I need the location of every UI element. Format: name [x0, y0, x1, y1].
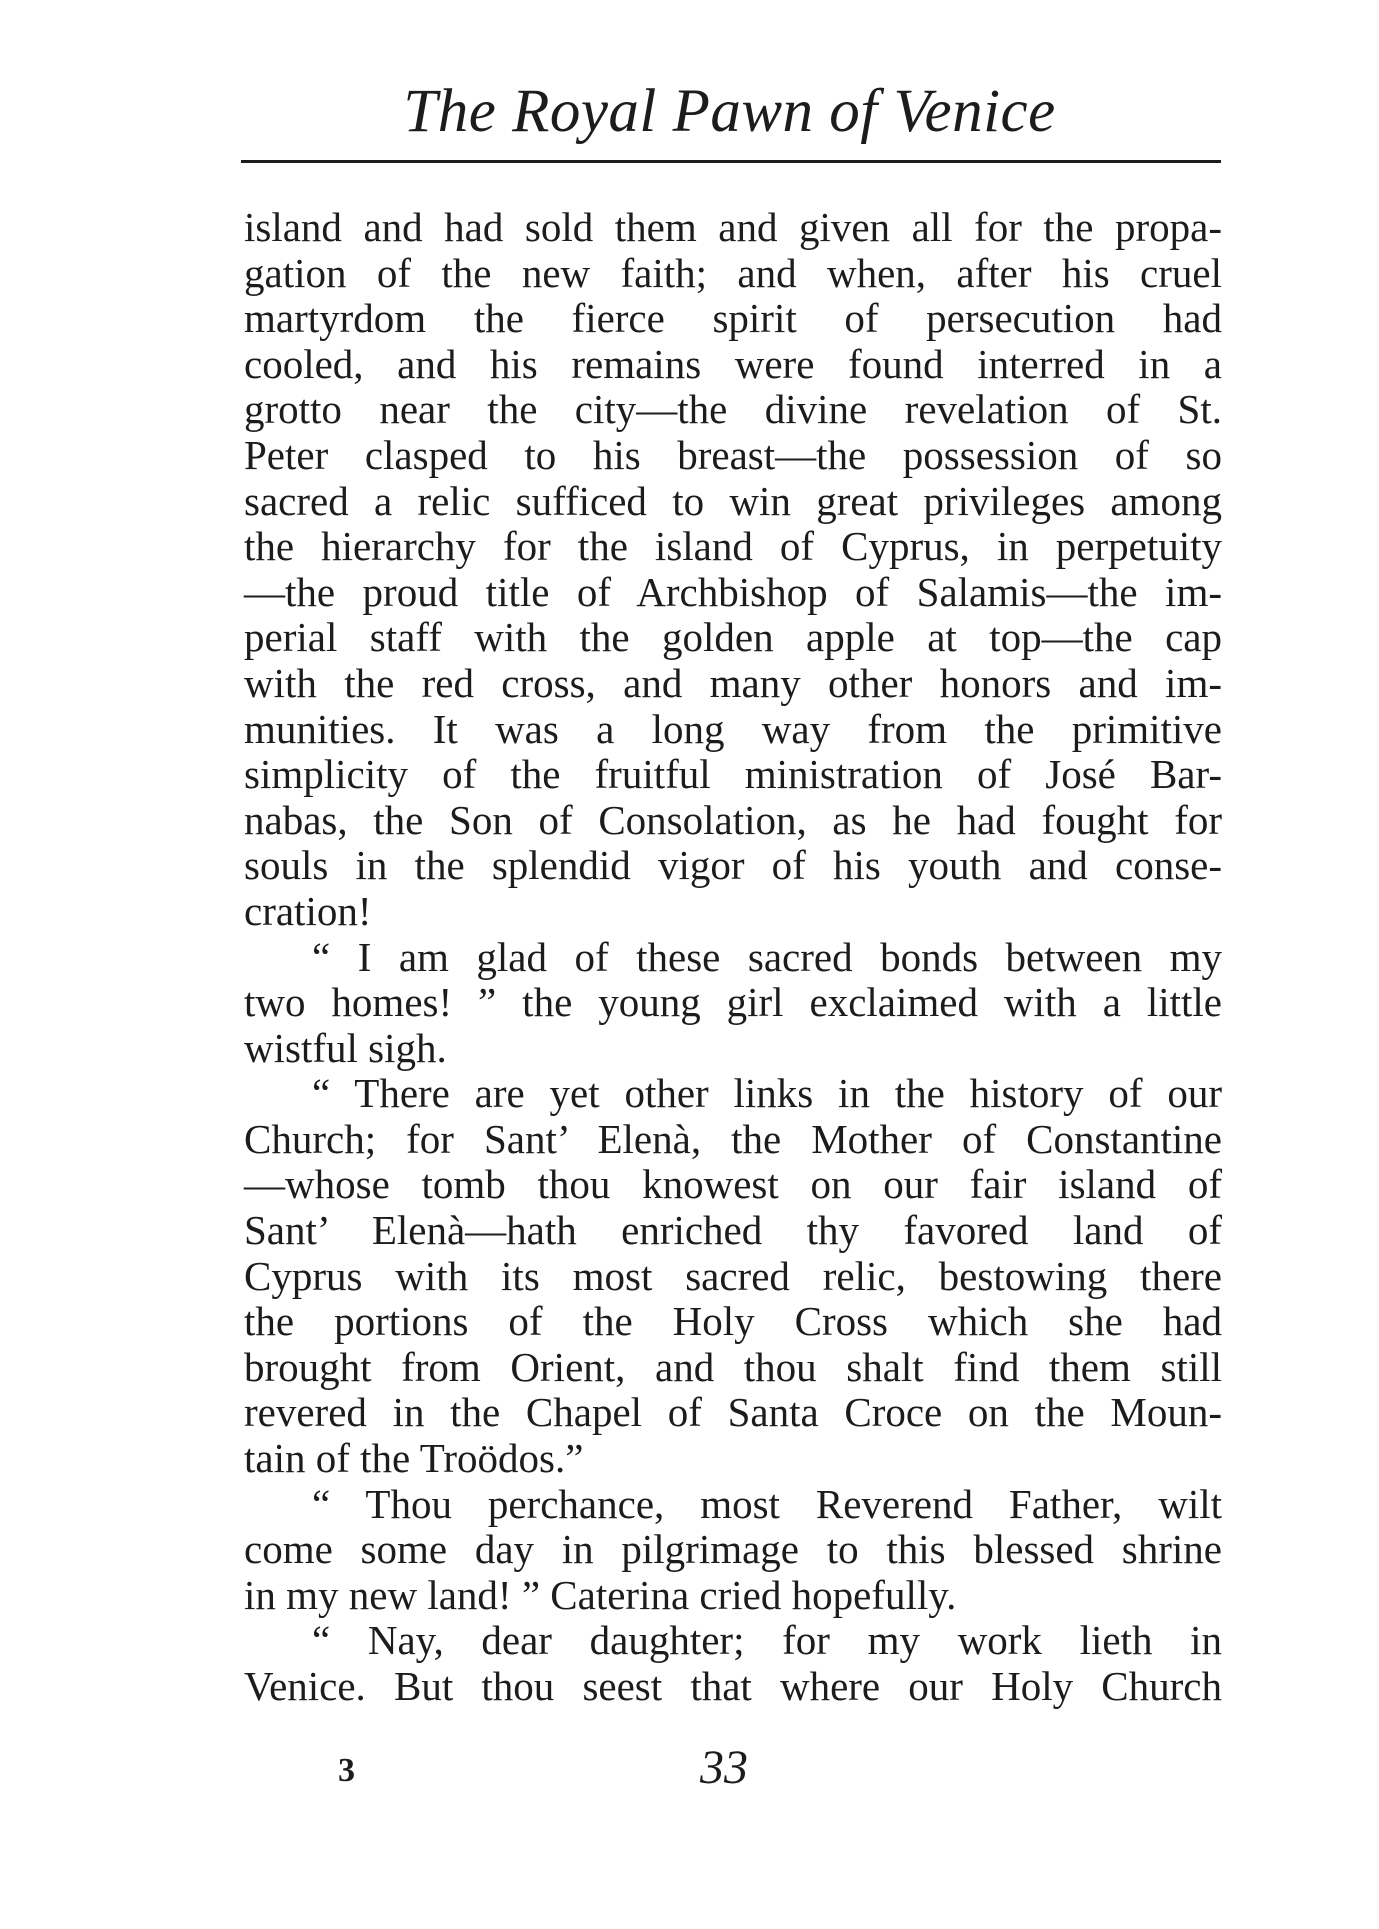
text-line: “ Thou perchance, most Reverend Father, wilt — [312, 1480, 1222, 1527]
body-text — [244, 205, 1222, 1710]
text-line: in my new land! ” Caterina cried hopefully. — [244, 1571, 957, 1618]
text-line: munities. It was a long way from the primitive — [244, 705, 1222, 752]
text-line: “ Nay, dear daughter; for my work lieth in — [312, 1617, 1222, 1664]
text-line: Sant’ Elenà—hath enriched thy favored land of — [244, 1207, 1222, 1254]
text-line: —whose tomb thou knowest on our fair island of — [244, 1161, 1222, 1208]
text-line: perial staff with the golden apple at top—the cap — [244, 614, 1222, 661]
text-line: gation of the new faith; and when, after his cruel — [244, 249, 1222, 296]
text-line: wistful sigh. — [244, 1024, 447, 1071]
page-number: 33 — [700, 1741, 748, 1794]
text-line: martyrdom the fierce spirit of persecution had — [244, 295, 1222, 342]
text-line: the hierarchy for the island of Cyprus, in perpetuity — [244, 523, 1222, 570]
text-line: nabas, the Son of Consolation, as he had fought for — [244, 796, 1222, 843]
text-line: souls in the splendid vigor of his youth and conse- — [244, 842, 1222, 889]
header-rule — [241, 160, 1221, 163]
text-line: sacred a relic sufficed to win great privileges among — [244, 477, 1222, 524]
text-line: Cyprus with its most sacred relic, bestowing there — [244, 1252, 1222, 1299]
text-line: Venice. But thou seest that where our Holy Church — [244, 1663, 1222, 1709]
text-line: “ I am glad of these sacred bonds between my — [312, 933, 1222, 980]
signature-mark: 3 — [338, 1752, 355, 1789]
running-head-title: The Royal Pawn of Venice — [403, 78, 1056, 145]
text-line: grotto near the city—the divine revelation of St. — [244, 386, 1222, 433]
text-line: Peter clasped to his breast—the possession of so — [244, 431, 1222, 478]
text-line: revered in the Chapel of Santa Croce on the Moun- — [244, 1389, 1222, 1436]
text-line: tain of the Troödos.” — [244, 1435, 584, 1482]
text-line: island and had sold them and given all for the propa- — [244, 204, 1222, 250]
text-line: —the proud title of Archbishop of Salamis—the im- — [244, 568, 1222, 615]
text-line: simplicity of the fruitful ministration of José Bar- — [244, 751, 1222, 798]
text-line: brought from Orient, and thou shalt find them still — [244, 1343, 1222, 1390]
text-line: cration! — [244, 887, 372, 934]
text-line: two homes! ” the young girl exclaimed with a little — [244, 979, 1222, 1026]
text-line: Church; for Sant’ Elenà, the Mother of Constantine — [244, 1115, 1222, 1162]
text-line: with the red cross, and many other honors and im- — [244, 659, 1222, 706]
text-line: cooled, and his remains were found interred in a — [244, 340, 1222, 387]
text-line: come some day in pilgrimage to this blessed shrine — [244, 1526, 1222, 1573]
text-line: “ There are yet other links in the history of our — [312, 1070, 1222, 1117]
text-line: the portions of the Holy Cross which she had — [244, 1298, 1222, 1345]
